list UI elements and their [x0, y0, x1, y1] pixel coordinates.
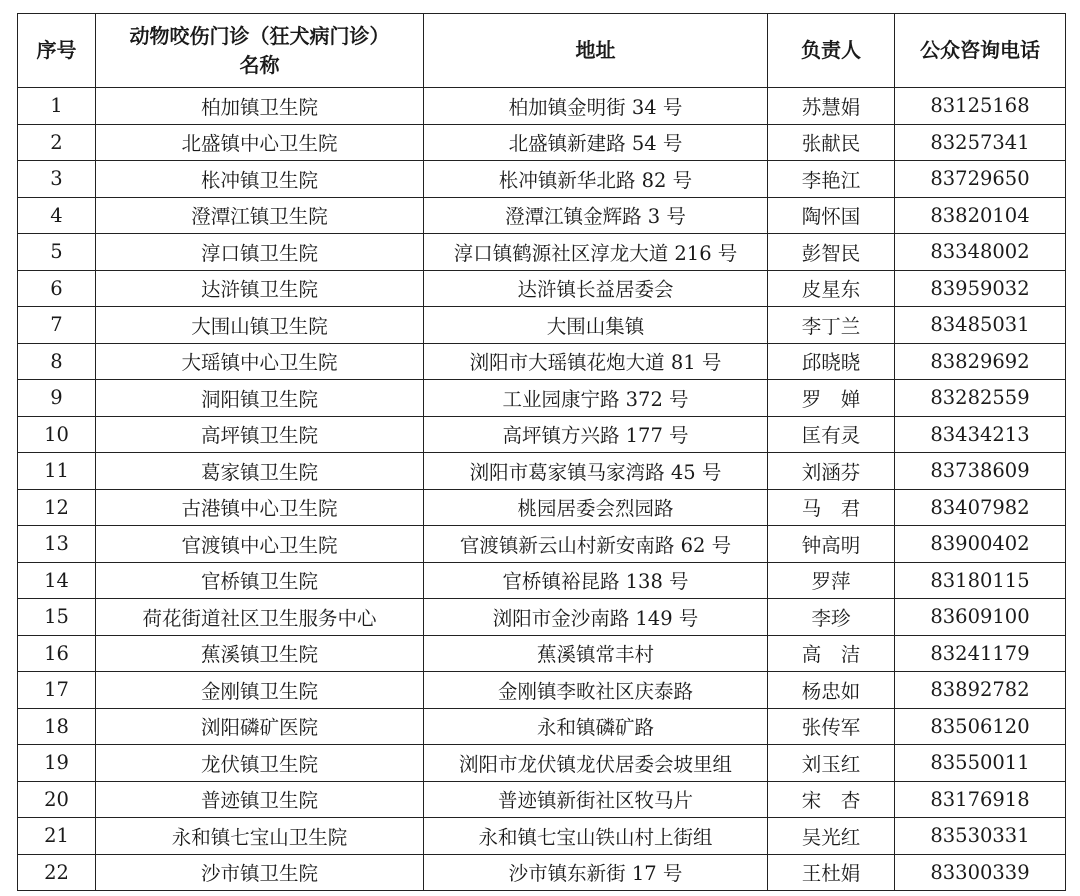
table-row — [18, 818, 1066, 855]
cell-person-in-charge: 罗萍 — [768, 562, 895, 599]
cell-person-in-charge: 邱晓晓 — [768, 343, 895, 380]
cell-address: 浏阳市大瑶镇花炮大道 81 号 — [424, 343, 768, 380]
cell-clinic-name: 柏加镇卫生院 — [96, 88, 424, 125]
cell-index: 2 — [18, 124, 96, 161]
cell-address: 浏阳市龙伏镇龙伏居委会坡里组 — [424, 745, 768, 782]
clinic-table-container — [17, 13, 1066, 891]
cell-phone: 83257341 — [895, 124, 1066, 161]
cell-address: 高坪镇方兴路 177 号 — [424, 416, 768, 453]
cell-index: 12 — [18, 489, 96, 526]
table-row — [18, 197, 1066, 234]
cell-clinic-name: 达浒镇卫生院 — [96, 270, 424, 307]
table-row — [18, 270, 1066, 307]
cell-clinic-name: 葛家镇卫生院 — [96, 453, 424, 490]
cell-clinic-name: 古港镇中心卫生院 — [96, 489, 424, 526]
cell-person-in-charge: 张献民 — [768, 124, 895, 161]
cell-phone: 83530331 — [895, 818, 1066, 855]
header-phone: 公众咨询电话 — [895, 14, 1066, 88]
cell-clinic-name: 官桥镇卫生院 — [96, 562, 424, 599]
cell-phone: 83550011 — [895, 745, 1066, 782]
header-address: 地址 — [424, 14, 768, 88]
cell-index: 3 — [18, 161, 96, 198]
cell-address: 蕉溪镇常丰村 — [424, 635, 768, 672]
table-row — [18, 672, 1066, 709]
table-row — [18, 88, 1066, 125]
cell-index: 18 — [18, 708, 96, 745]
cell-person-in-charge: 皮星东 — [768, 270, 895, 307]
cell-index: 7 — [18, 307, 96, 344]
cell-phone: 83300339 — [895, 854, 1066, 891]
cell-person-in-charge: 李艳江 — [768, 161, 895, 198]
cell-clinic-name: 澄潭江镇卫生院 — [96, 197, 424, 234]
cell-phone: 83892782 — [895, 672, 1066, 709]
table-header-row — [18, 14, 1066, 88]
cell-clinic-name: 大围山镇卫生院 — [96, 307, 424, 344]
cell-index: 10 — [18, 416, 96, 453]
header-name-line2: 名称 — [239, 52, 280, 77]
cell-index: 21 — [18, 818, 96, 855]
table-row — [18, 416, 1066, 453]
clinic-table — [17, 13, 1066, 891]
cell-person-in-charge: 高 洁 — [768, 635, 895, 672]
cell-person-in-charge: 吴光红 — [768, 818, 895, 855]
cell-phone: 83348002 — [895, 234, 1066, 271]
cell-index: 5 — [18, 234, 96, 271]
cell-address: 达浒镇长益居委会 — [424, 270, 768, 307]
cell-phone: 83900402 — [895, 526, 1066, 563]
cell-index: 19 — [18, 745, 96, 782]
cell-person-in-charge: 李丁兰 — [768, 307, 895, 344]
cell-index: 15 — [18, 599, 96, 636]
cell-phone: 83820104 — [895, 197, 1066, 234]
cell-address: 官桥镇裕昆路 138 号 — [424, 562, 768, 599]
table-row — [18, 635, 1066, 672]
cell-person-in-charge: 李珍 — [768, 599, 895, 636]
table-row — [18, 562, 1066, 599]
table-row — [18, 380, 1066, 417]
cell-address: 官渡镇新云山村新安南路 62 号 — [424, 526, 768, 563]
cell-clinic-name: 普迹镇卫生院 — [96, 781, 424, 818]
table-row — [18, 453, 1066, 490]
cell-address: 澄潭江镇金辉路 3 号 — [424, 197, 768, 234]
cell-phone: 83959032 — [895, 270, 1066, 307]
cell-clinic-name: 枨冲镇卫生院 — [96, 161, 424, 198]
cell-person-in-charge: 刘玉红 — [768, 745, 895, 782]
cell-address: 大围山集镇 — [424, 307, 768, 344]
cell-address: 金刚镇李畋社区庆泰路 — [424, 672, 768, 709]
table-row — [18, 526, 1066, 563]
cell-clinic-name: 荷花街道社区卫生服务中心 — [96, 599, 424, 636]
cell-clinic-name: 大瑶镇中心卫生院 — [96, 343, 424, 380]
cell-clinic-name: 北盛镇中心卫生院 — [96, 124, 424, 161]
cell-person-in-charge: 宋 杏 — [768, 781, 895, 818]
cell-index: 20 — [18, 781, 96, 818]
cell-address: 淳口镇鹤源社区淳龙大道 216 号 — [424, 234, 768, 271]
cell-address: 浏阳市金沙南路 149 号 — [424, 599, 768, 636]
table-row — [18, 161, 1066, 198]
cell-phone: 83609100 — [895, 599, 1066, 636]
table-row — [18, 854, 1066, 891]
cell-person-in-charge: 张传军 — [768, 708, 895, 745]
cell-phone: 83407982 — [895, 489, 1066, 526]
cell-person-in-charge: 王杜娟 — [768, 854, 895, 891]
cell-index: 1 — [18, 88, 96, 125]
cell-index: 13 — [18, 526, 96, 563]
cell-clinic-name: 金刚镇卫生院 — [96, 672, 424, 709]
cell-phone: 83434213 — [895, 416, 1066, 453]
cell-person-in-charge: 苏慧娟 — [768, 88, 895, 125]
header-name — [96, 14, 424, 88]
cell-phone: 83506120 — [895, 708, 1066, 745]
cell-clinic-name: 永和镇七宝山卫生院 — [96, 818, 424, 855]
cell-person-in-charge: 匡有灵 — [768, 416, 895, 453]
cell-person-in-charge: 陶怀国 — [768, 197, 895, 234]
cell-address: 枨冲镇新华北路 82 号 — [424, 161, 768, 198]
header-person: 负责人 — [768, 14, 895, 88]
cell-clinic-name: 沙市镇卫生院 — [96, 854, 424, 891]
cell-index: 6 — [18, 270, 96, 307]
table-row — [18, 599, 1066, 636]
cell-clinic-name: 洞阳镇卫生院 — [96, 380, 424, 417]
cell-person-in-charge: 马 君 — [768, 489, 895, 526]
cell-address: 北盛镇新建路 54 号 — [424, 124, 768, 161]
cell-phone: 83729650 — [895, 161, 1066, 198]
cell-phone: 83180115 — [895, 562, 1066, 599]
cell-address: 桃园居委会烈园路 — [424, 489, 768, 526]
cell-phone: 83241179 — [895, 635, 1066, 672]
cell-address: 柏加镇金明街 34 号 — [424, 88, 768, 125]
header-name-line1: 动物咬伤门诊（狂犬病门诊） — [129, 23, 390, 48]
cell-person-in-charge: 钟高明 — [768, 526, 895, 563]
cell-person-in-charge: 杨忠如 — [768, 672, 895, 709]
cell-index: 9 — [18, 380, 96, 417]
cell-person-in-charge: 彭智民 — [768, 234, 895, 271]
table-row — [18, 234, 1066, 271]
cell-person-in-charge: 刘涵芬 — [768, 453, 895, 490]
table-row — [18, 124, 1066, 161]
cell-index: 4 — [18, 197, 96, 234]
table-row — [18, 781, 1066, 818]
cell-clinic-name: 官渡镇中心卫生院 — [96, 526, 424, 563]
table-row — [18, 745, 1066, 782]
cell-address: 永和镇磷矿路 — [424, 708, 768, 745]
cell-clinic-name: 淳口镇卫生院 — [96, 234, 424, 271]
table-row — [18, 307, 1066, 344]
cell-phone: 83125168 — [895, 88, 1066, 125]
cell-address: 浏阳市葛家镇马家湾路 45 号 — [424, 453, 768, 490]
cell-clinic-name: 蕉溪镇卫生院 — [96, 635, 424, 672]
cell-index: 17 — [18, 672, 96, 709]
cell-clinic-name: 浏阳磷矿医院 — [96, 708, 424, 745]
cell-phone: 83176918 — [895, 781, 1066, 818]
table-row — [18, 708, 1066, 745]
cell-phone: 83282559 — [895, 380, 1066, 417]
cell-index: 14 — [18, 562, 96, 599]
table-row — [18, 343, 1066, 380]
cell-clinic-name: 高坪镇卫生院 — [96, 416, 424, 453]
cell-address: 普迹镇新街社区牧马片 — [424, 781, 768, 818]
cell-address: 沙市镇东新街 17 号 — [424, 854, 768, 891]
cell-person-in-charge: 罗 婵 — [768, 380, 895, 417]
cell-index: 16 — [18, 635, 96, 672]
cell-phone: 83738609 — [895, 453, 1066, 490]
table-row — [18, 489, 1066, 526]
cell-phone: 83485031 — [895, 307, 1066, 344]
cell-address: 永和镇七宝山铁山村上街组 — [424, 818, 768, 855]
cell-index: 11 — [18, 453, 96, 490]
cell-index: 8 — [18, 343, 96, 380]
cell-address: 工业园康宁路 372 号 — [424, 380, 768, 417]
cell-phone: 83829692 — [895, 343, 1066, 380]
header-index: 序号 — [18, 14, 96, 88]
cell-index: 22 — [18, 854, 96, 891]
cell-clinic-name: 龙伏镇卫生院 — [96, 745, 424, 782]
